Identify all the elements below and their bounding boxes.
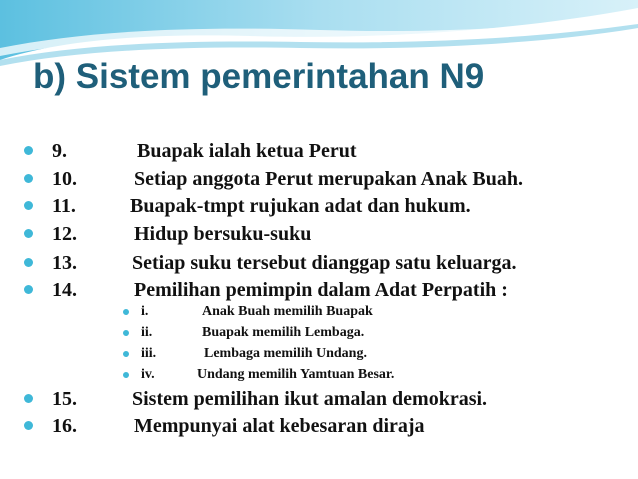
sub-bullet-icon [123,372,129,378]
sub-item-text: Anak Buah memilih Buapak [202,304,373,319]
sub-list-item [0,301,638,323]
item-text: Buapak-tmpt rujukan adat dan hukum. [130,195,471,217]
list-item [0,192,638,220]
item-text: Sistem pemilihan ikut amalan demokrasi. [132,388,488,410]
sub-bullet-icon [123,330,129,336]
bullet-icon [24,229,33,238]
sub-item-text: Undang memilih Yamtuan Besar. [197,367,395,382]
item-number: 16. [52,415,77,437]
bullet-icon [24,285,33,294]
item-number: 12. [52,223,77,245]
sub-bullet-icon [123,351,129,357]
bullet-icon [24,174,33,183]
item-number: 9. [52,140,67,162]
item-text: Setiap suku tersebut dianggap satu keluarga. [132,252,517,274]
sub-item-text: Lembaga memilih Undang. [204,346,367,361]
item-number: 14. [52,279,77,301]
list-item [0,137,638,165]
item-number: 10. [52,168,77,190]
sub-list-item [0,364,638,386]
sub-list-item [0,322,638,344]
item-number: 11. [52,195,76,217]
sub-item-number: iii. [141,346,157,361]
bullet-icon [24,258,33,267]
bullet-icon [24,146,33,155]
item-text: Hidup bersuku-suku [134,223,312,245]
item-text: Setiap anggota Perut merupakan Anak Buah. [134,168,523,190]
item-text: Buapak ialah ketua Perut [137,140,357,162]
item-number: 13. [52,252,77,274]
list-item [0,276,638,304]
sub-item-number: i. [141,304,149,319]
list-item [0,249,638,277]
item-text: Pemilihan pemimpin dalam Adat Perpatih : [134,279,508,301]
sub-item-number: iv. [141,367,155,382]
sub-bullet-icon [123,309,129,315]
sub-list-item [0,343,638,365]
list-item [0,165,638,193]
list-item [0,412,638,440]
item-text: Mempunyai alat kebesaran diraja [134,415,425,437]
bullet-icon [24,201,33,210]
sub-item-text: Buapak memilih Lembaga. [202,325,365,340]
list-item [0,220,638,248]
item-number: 15. [52,388,77,410]
sub-item-number: ii. [141,325,153,340]
slide-title: b) Sistem pemerintahan N9 [33,57,485,96]
bullet-icon [24,394,33,403]
list-item [0,385,638,413]
bullet-icon [24,421,33,430]
